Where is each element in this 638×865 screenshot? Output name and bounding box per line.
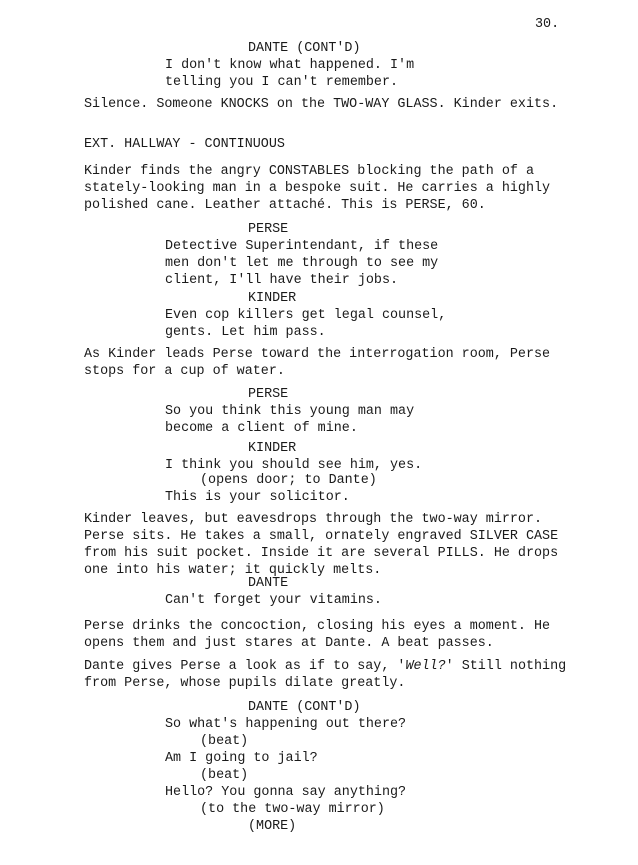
dialogue-line: gents. Let him pass. bbox=[165, 325, 326, 340]
dialogue-line: Am I going to jail? bbox=[165, 751, 318, 766]
dialogue-line: telling you I can't remember. bbox=[165, 75, 399, 90]
action-text: ' Still nothing bbox=[445, 659, 567, 674]
action-line bbox=[84, 658, 566, 675]
dialogue-line: I don't know what happened. I'm bbox=[165, 58, 415, 73]
dialogue-line: So what's happening out there? bbox=[165, 717, 407, 732]
dialogue-line: Even cop killers get legal counsel, bbox=[165, 308, 447, 323]
character-cue: KINDER bbox=[248, 291, 297, 306]
action-italic-text: Well? bbox=[405, 659, 446, 674]
action-line: Perse drinks the concoction, closing his eyes a moment. He bbox=[84, 619, 551, 634]
parenthetical: (beat) bbox=[200, 734, 249, 749]
action-line: from his suit pocket. Inside it are several PILLS. He drops bbox=[84, 546, 559, 561]
action-line: one into his water; it quickly melts. bbox=[84, 563, 382, 578]
parenthetical: (to the two-way mirror) bbox=[200, 802, 385, 817]
character-cue: KINDER bbox=[248, 441, 297, 456]
dialogue-line: So you think this young man may bbox=[165, 404, 415, 419]
character-cue: PERSE bbox=[248, 387, 289, 402]
action-line: stately-looking man in a bespoke suit. He carries a highly bbox=[84, 181, 551, 196]
character-cue: DANTE bbox=[248, 576, 289, 591]
dialogue-line: become a client of mine. bbox=[165, 421, 358, 436]
character-cue: PERSE bbox=[248, 222, 289, 237]
action-line: polished cane. Leather attaché. This is PERSE, 60. bbox=[84, 198, 486, 213]
action-line: opens them and just stares at Dante. A beat passes. bbox=[84, 636, 494, 651]
dialogue-line: Detective Superintendant, if these bbox=[165, 239, 439, 254]
dialogue-line: I think you should see him, yes. bbox=[165, 458, 423, 473]
action-line: stops for a cup of water. bbox=[84, 364, 285, 379]
dialogue-line: men don't let me through to see my bbox=[165, 256, 439, 271]
action-line: As Kinder leads Perse toward the interrogation room, Perse bbox=[84, 347, 551, 362]
action-line: from Perse, whose pupils dilate greatly. bbox=[84, 676, 406, 691]
scene-heading: EXT. HALLWAY - CONTINUOUS bbox=[84, 137, 285, 152]
action-line: Silence. Someone KNOCKS on the TWO-WAY GLASS. Kinder exits. bbox=[84, 97, 559, 112]
action-text: Dante gives Perse a look as if to say, ' bbox=[84, 659, 406, 674]
page-number: 30. bbox=[535, 17, 560, 32]
more-marker: (MORE) bbox=[248, 819, 297, 834]
parenthetical: (opens door; to Dante) bbox=[200, 473, 377, 488]
action-line: Kinder leaves, but eavesdrops through the two-way mirror. bbox=[84, 512, 543, 527]
action-line: Perse sits. He takes a small, ornately engraved SILVER CASE bbox=[84, 529, 559, 544]
dialogue-line: client, I'll have their jobs. bbox=[165, 273, 399, 288]
parenthetical: (beat) bbox=[200, 768, 249, 783]
dialogue-line: Can't forget your vitamins. bbox=[165, 593, 382, 608]
dialogue-line: Hello? You gonna say anything? bbox=[165, 785, 407, 800]
action-line: Kinder finds the angry CONSTABLES blocking the path of a bbox=[84, 164, 534, 179]
character-cue: DANTE (CONT'D) bbox=[248, 41, 361, 56]
character-cue: DANTE (CONT'D) bbox=[248, 700, 361, 715]
dialogue-line: This is your solicitor. bbox=[165, 490, 350, 505]
